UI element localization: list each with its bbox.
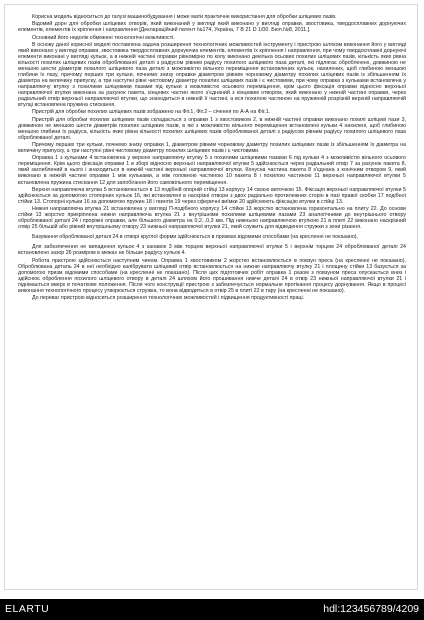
paragraph: Причому перших три кульки, почнемо знизу оправки 1, діаметром рівним чорновому діаметру похилих шліцевих пазів із збільшенням їх діаметра на величину припуску, а три наступні рівні чистовому діаметру похилих шліцевих пазів і є чистовими. — [18, 142, 406, 155]
paragraph: Базування оброблюваної деталі 24 в отворі круглої форми здійснюється в призмах відомими способами (на кресленні не показано). — [32, 234, 359, 241]
handle-link[interactable]: hdl:123456789/4209 — [323, 603, 419, 615]
paragraph: Верхня направляюча втулка 5 встановлюється в 13 подібній опорній стійці 13 корпусу 14 своєю виточкою 15. Фіксація верхньої направляючої втулки 5 здійснюється за допомогою стопорних кульок 16, які встановлені в наскрізні отвори з двох радіально протилежних сторін в пазі правої скобки 17 подібної стійки 13. Стопорні кульки 16 за допомогою пружин 18 і гвинтів 19 через сферичні виїмки 20 здійснюють фіксацію втулки в стійці 13. — [18, 186, 406, 205]
document-page — [4, 4, 418, 590]
paragraph: Основний його недолік обмежені технологічні можливості. — [32, 34, 175, 41]
paragraph: Робота пристрою здійснюється наступним чином. Оправка 1 хвостовиком 2 жорстко встановлюється в повзун преса (на кресленні не показано). Оброблювана деталь 24 в неї необхідно калібрувати шліцевий отвір встановлюється на нижню направляючу втулку 21 і площину стійки 13 базується за допомогою призм відомими способами (на кресленні не показано). Після цих підготовчих робіт оправка 1 разом з повзуном преса опускається вниз і здійснює оброблення похилого шліцевого отвору в деталі 24 шляхом його прошивання нижче деталі 24 в отвір 23 нижньої направляючої втулки 21 і піднімається вверх в початкове положення. Після чого конструкції пристрою з забезпечується нормальне протікання процесу дорнування. Якщо в процесі виконання технологічного процесу утворюється стружка, то вона відводиться в отвір 25 в плиті 22 в тару (на кресленні не показано). — [18, 257, 406, 294]
paragraph: Нижня направляюча втулка 21 встановлена у вигляді П-подібного корпусу 14 стійки 13 жорстко встановлена горизонтально на плиту 22. До основи стійки 13 жорстко прикріплена нижня направляюча втулка 21 з внутрішніми похилими шліцевими пазами 23 аналогічними до внутрішнього отвору оброблюваної деталі 24 і проріжні оправки, але більшого діаметра на 0,2...0,3 мм. Під нижньою направляючою втулкою 21 в плиті 22 виконано наскрізний отвір 25 більшій або рівний внутрішньому отвору 23 нижньої направляючої втулки 21, який служить для відведення стружки з зони різання. — [18, 206, 406, 231]
paragraph: Пристрій для обробки похилих шліцевих пазів складається з оправки 1 з хвостовиком 2, в нижній частині оправки виконано похилі шліцеві пази 3, довжиною не меншою шести діаметрів похилих шліцевих пазів, в які з можливістю вільного переміщення встановлені кульки 4 нахилені, щоб глибиною меншою глибини їх радіуса, кількість яких рівна кількості похилих шліцевих пазів оброблюваної деталі з радіусом рівним радіусу похилого шліцевого паза оброблюваної деталі. — [18, 116, 406, 141]
paragraph: Корисна модель відноситься до галузі машинобудування і може мати практичне використання для обробки шліцевих пазів. — [32, 14, 337, 20]
paragraph: Пристрій для обробки похилих шліцевих пазів зображено на Фіг.1, Фіг.2 – січення по А-А на Фіг.1. — [32, 109, 271, 116]
paragraph: До переваг пристрою відноситься розширення технологічних можливостей і підвищення продуктивності праці. — [32, 295, 305, 302]
document-body — [18, 14, 406, 302]
paragraph: Відомий дорн для обробки шліцевих отворів, який виконаний у вигляді який виконано у вигляді оправки, звостовика, твердосплавних дорнуючих елементів, елементів їх кріплення і направлення [Деклараційний патент №174, Україна, 7 B 21 D 1/00. Бюл.№8, 2011.]. — [18, 21, 406, 34]
paragraph: Для забезпечення не випадення кульок 4 з канавок 3 між торцем верхньої направляючої втулки 5 і верхнім торцем 24 оброблюваної деталі 24 встановлено зазор 26 розміром в межах не більше радіусу кульок 4. — [18, 244, 406, 257]
footer-bar — [0, 599, 424, 620]
paragraph: В основу даної корисної моделі поставлена задача розширення технологічних можливостей інструменту і пристрою шляхом виконання його у вигляді який виконано у вигляді оправки, звостовика твердосплавних дорнуючих елементів, елементів їх кріплення і направлення, при чому твердосплавні дорнуючі елементи виконані у вигляді кульок, а в нижній частині оправки рівномірно по колу виконано декілька осьових похилих шліцевих пазів, кількість яких рівна кількості похилих шліцевих пазів оброблюваної деталі з радіусом рівним радіусу похилого шліцевого паза деталі, які підлягає обробленню, довжиною не меншою шести діаметрів похилого шліцевого паза деталі з можливістю вільного переміщення встановлених кульок, нахилених, щоб глибиною меншою глибини їх пазу, причому перших три кульки, почнемо знизу оправки діаметром рівним чорновому діаметру похилих шліцевих пазів із збільшенням їх діаметра на величину припуску, а три наступні рівні чистовому діаметру похилих шліцевих пазів і є чистовими, при чому оправка з кульками встановлена у направляючу втулку з похилими шліцевими пазами під кульки з можливістю осьового переміщення, крім цього фіксація оправки відносно верхньої направляючої втулки виконана за рахунок пакета, кінцевих частин якого з’єднаний з кінцевим отвором, який виконано у нижній частині оправки, через радіальний отвір верхньої направляючої втулки, що знаходиться в нижній її частині, а вся похилою частиною на пружинній розрізній верхній направляючій втулці встановлена пружина стискання. — [18, 41, 406, 109]
paragraph: Оправка 1 з кульками 4 встановлена у верхню направляючу втулку 5 з похилими шліцевими пазами 6 під кульки 4 з можливістю вільного осьового переміщення. Крім цього фіксація оправки 1 в зборі відносно верхньої направляючої втулки 5 здійснюється через радіальний отвір 7 за рахунок пакета 8, який заглиблений в нього і знаходиться в нижній частині верхньої направляючої втулки. Конусна частина пакета 8 з’єднана з конічним отвором 9, який виконано в нижній частині оправки 1 між кульками, а між головною частиною 10 пакета 8 і похилою частиною 11 верхньої направляючої втулки 5 встановлена пружина стискання 12 для запобігання його самовільного переміщення. — [18, 155, 406, 186]
repository-brand: ELARTU — [5, 603, 50, 615]
